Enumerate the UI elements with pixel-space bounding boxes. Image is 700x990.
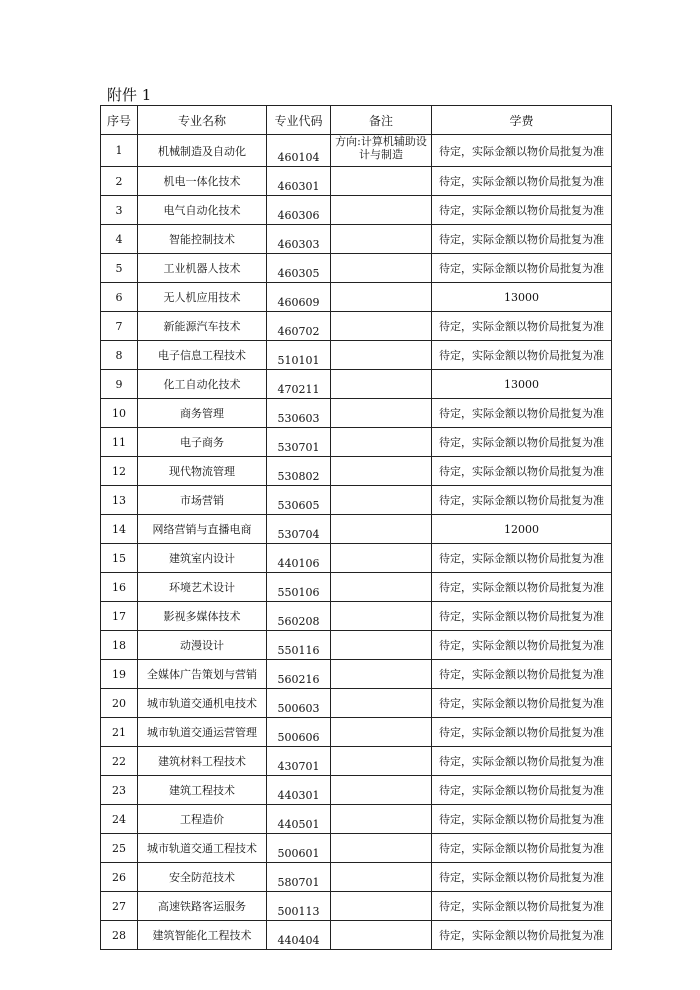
major-name-cell: 现代物流管理	[138, 457, 267, 486]
major-name-cell: 城市轨道交通运营管理	[138, 718, 267, 747]
row-index: 4	[101, 225, 138, 254]
note-cell	[331, 776, 432, 805]
major-name-cell: 无人机应用技术	[138, 283, 267, 312]
tuition-cell: 待定，实际金额以物价局批复为准	[432, 428, 612, 457]
note-cell	[331, 921, 432, 950]
note-cell	[331, 283, 432, 312]
major-name-cell: 全媒体广告策划与营销	[138, 660, 267, 689]
tuition-cell: 待定，实际金额以物价局批复为准	[432, 805, 612, 834]
note-cell	[331, 254, 432, 283]
major-name-cell: 建筑工程技术	[138, 776, 267, 805]
table-row	[101, 167, 612, 196]
row-index: 10	[101, 399, 138, 428]
major-name-cell: 商务管理	[138, 399, 267, 428]
note-cell	[331, 834, 432, 863]
table-row	[101, 573, 612, 602]
tuition-cell: 待定，实际金额以物价局批复为准	[432, 457, 612, 486]
table-row	[101, 834, 612, 863]
major-code-cell: 530701	[267, 428, 331, 457]
major-code-cell: 470211	[267, 370, 331, 399]
note-cell	[331, 399, 432, 428]
table-body	[101, 135, 612, 950]
row-index: 28	[101, 921, 138, 950]
table-row	[101, 544, 612, 573]
major-name-cell: 影视多媒体技术	[138, 602, 267, 631]
major-name-cell: 机电一体化技术	[138, 167, 267, 196]
note-cell	[331, 515, 432, 544]
note-cell	[331, 573, 432, 602]
note-cell	[331, 341, 432, 370]
tuition-cell: 待定，实际金额以物价局批复为准	[432, 312, 612, 341]
table-row	[101, 631, 612, 660]
note-cell	[331, 689, 432, 718]
tuition-cell: 待定，实际金额以物价局批复为准	[432, 341, 612, 370]
row-index: 15	[101, 544, 138, 573]
row-index: 12	[101, 457, 138, 486]
major-code-cell: 440501	[267, 805, 331, 834]
tuition-cell: 待定，实际金额以物价局批复为准	[432, 167, 612, 196]
header-note: 备注	[331, 106, 432, 135]
tuition-cell: 待定，实际金额以物价局批复为准	[432, 718, 612, 747]
major-code-cell: 530605	[267, 486, 331, 515]
note-cell: 方向:计算机辅助设计与制造	[331, 135, 432, 167]
tuition-cell: 待定，实际金额以物价局批复为准	[432, 660, 612, 689]
table-row	[101, 892, 612, 921]
row-index: 11	[101, 428, 138, 457]
tuition-cell: 13000	[432, 370, 612, 399]
major-code-cell: 500601	[267, 834, 331, 863]
table-row	[101, 196, 612, 225]
note-cell	[331, 718, 432, 747]
tuition-cell: 待定，实际金额以物价局批复为准	[432, 921, 612, 950]
tuition-cell: 待定，实际金额以物价局批复为准	[432, 631, 612, 660]
table-row	[101, 718, 612, 747]
major-name-cell: 网络营销与直播电商	[138, 515, 267, 544]
note-cell	[331, 805, 432, 834]
table-row	[101, 776, 612, 805]
table-row	[101, 225, 612, 254]
row-index: 26	[101, 863, 138, 892]
major-name-cell: 建筑材料工程技术	[138, 747, 267, 776]
note-cell	[331, 225, 432, 254]
table-row	[101, 486, 612, 515]
row-index: 18	[101, 631, 138, 660]
major-name-cell: 化工自动化技术	[138, 370, 267, 399]
tuition-cell: 13000	[432, 283, 612, 312]
major-name-cell: 工业机器人技术	[138, 254, 267, 283]
tuition-cell: 待定，实际金额以物价局批复为准	[432, 573, 612, 602]
header-major-code: 专业代码	[267, 106, 331, 135]
table-row	[101, 747, 612, 776]
major-code-cell: 500606	[267, 718, 331, 747]
note-cell	[331, 892, 432, 921]
tuition-cell: 待定，实际金额以物价局批复为准	[432, 892, 612, 921]
tuition-cell: 待定，实际金额以物价局批复为准	[432, 399, 612, 428]
major-code-cell: 530704	[267, 515, 331, 544]
major-code-cell: 560208	[267, 602, 331, 631]
major-code-cell: 460301	[267, 167, 331, 196]
header-major-name: 专业名称	[138, 106, 267, 135]
tuition-cell: 待定，实际金额以物价局批复为准	[432, 225, 612, 254]
major-code-cell: 440106	[267, 544, 331, 573]
row-index: 16	[101, 573, 138, 602]
note-cell	[331, 428, 432, 457]
major-code-cell: 460303	[267, 225, 331, 254]
row-index: 22	[101, 747, 138, 776]
table-row	[101, 370, 612, 399]
note-cell	[331, 660, 432, 689]
tuition-cell: 待定，实际金额以物价局批复为准	[432, 254, 612, 283]
major-name-cell: 环境艺术设计	[138, 573, 267, 602]
row-index: 1	[101, 135, 138, 167]
major-code-cell: 530802	[267, 457, 331, 486]
major-name-cell: 电子信息工程技术	[138, 341, 267, 370]
row-index: 14	[101, 515, 138, 544]
table-row	[101, 689, 612, 718]
row-index: 23	[101, 776, 138, 805]
note-cell	[331, 747, 432, 776]
tuition-cell: 待定，实际金额以物价局批复为准	[432, 776, 612, 805]
tuition-cell: 12000	[432, 515, 612, 544]
major-code-cell: 560216	[267, 660, 331, 689]
major-code-cell: 550106	[267, 573, 331, 602]
table-row	[101, 863, 612, 892]
major-code-cell: 440404	[267, 921, 331, 950]
row-index: 17	[101, 602, 138, 631]
major-code-cell: 460609	[267, 283, 331, 312]
row-index: 27	[101, 892, 138, 921]
tuition-cell: 待定，实际金额以物价局批复为准	[432, 544, 612, 573]
tuition-cell: 待定，实际金额以物价局批复为准	[432, 863, 612, 892]
row-index: 24	[101, 805, 138, 834]
table-row	[101, 515, 612, 544]
tuition-cell: 待定，实际金额以物价局批复为准	[432, 747, 612, 776]
row-index: 20	[101, 689, 138, 718]
table-row	[101, 341, 612, 370]
tuition-cell: 待定，实际金额以物价局批复为准	[432, 689, 612, 718]
major-name-cell: 城市轨道交通工程技术	[138, 834, 267, 863]
note-cell	[331, 312, 432, 341]
note-cell	[331, 167, 432, 196]
table-row	[101, 312, 612, 341]
note-cell	[331, 602, 432, 631]
major-name-cell: 建筑智能化工程技术	[138, 921, 267, 950]
major-name-cell: 机械制造及自动化	[138, 135, 267, 167]
note-cell	[331, 544, 432, 573]
major-code-cell: 460306	[267, 196, 331, 225]
table-row	[101, 602, 612, 631]
tuition-cell: 待定，实际金额以物价局批复为准	[432, 135, 612, 167]
note-cell	[331, 486, 432, 515]
table-row	[101, 135, 612, 167]
major-name-cell: 电气自动化技术	[138, 196, 267, 225]
tuition-cell: 待定，实际金额以物价局批复为准	[432, 196, 612, 225]
major-code-cell: 460305	[267, 254, 331, 283]
row-index: 2	[101, 167, 138, 196]
note-cell	[331, 457, 432, 486]
major-code-cell: 580701	[267, 863, 331, 892]
major-name-cell: 安全防范技术	[138, 863, 267, 892]
table-row	[101, 283, 612, 312]
major-code-cell: 460104	[267, 135, 331, 167]
major-code-cell: 510101	[267, 341, 331, 370]
row-index: 3	[101, 196, 138, 225]
major-code-cell: 500603	[267, 689, 331, 718]
table-row	[101, 660, 612, 689]
major-code-cell: 460702	[267, 312, 331, 341]
major-code-cell: 430701	[267, 747, 331, 776]
row-index: 5	[101, 254, 138, 283]
table-row	[101, 805, 612, 834]
major-code-cell: 500113	[267, 892, 331, 921]
attachment-label: 附件 1	[107, 86, 152, 104]
tuition-cell: 待定，实际金额以物价局批复为准	[432, 834, 612, 863]
major-name-cell: 市场营销	[138, 486, 267, 515]
row-index: 9	[101, 370, 138, 399]
note-cell	[331, 370, 432, 399]
note-cell	[331, 863, 432, 892]
table-row	[101, 921, 612, 950]
major-code-cell: 440301	[267, 776, 331, 805]
row-index: 8	[101, 341, 138, 370]
row-index: 13	[101, 486, 138, 515]
table-row	[101, 457, 612, 486]
major-name-cell: 城市轨道交通机电技术	[138, 689, 267, 718]
note-cell	[331, 631, 432, 660]
major-name-cell: 工程造价	[138, 805, 267, 834]
major-code-cell: 530603	[267, 399, 331, 428]
table-header-row	[101, 106, 612, 135]
note-cell	[331, 196, 432, 225]
table-row	[101, 399, 612, 428]
tuition-cell: 待定，实际金额以物价局批复为准	[432, 602, 612, 631]
major-name-cell: 高速铁路客运服务	[138, 892, 267, 921]
major-name-cell: 智能控制技术	[138, 225, 267, 254]
major-name-cell: 电子商务	[138, 428, 267, 457]
tuition-cell: 待定，实际金额以物价局批复为准	[432, 486, 612, 515]
table-row	[101, 428, 612, 457]
header-tuition: 学费	[432, 106, 612, 135]
major-code-cell: 550116	[267, 631, 331, 660]
header-index: 序号	[101, 106, 138, 135]
row-index: 21	[101, 718, 138, 747]
major-name-cell: 建筑室内设计	[138, 544, 267, 573]
table-row	[101, 254, 612, 283]
row-index: 19	[101, 660, 138, 689]
row-index: 25	[101, 834, 138, 863]
major-name-cell: 动漫设计	[138, 631, 267, 660]
major-name-cell: 新能源汽车技术	[138, 312, 267, 341]
row-index: 6	[101, 283, 138, 312]
major-fee-table	[100, 105, 612, 950]
row-index: 7	[101, 312, 138, 341]
